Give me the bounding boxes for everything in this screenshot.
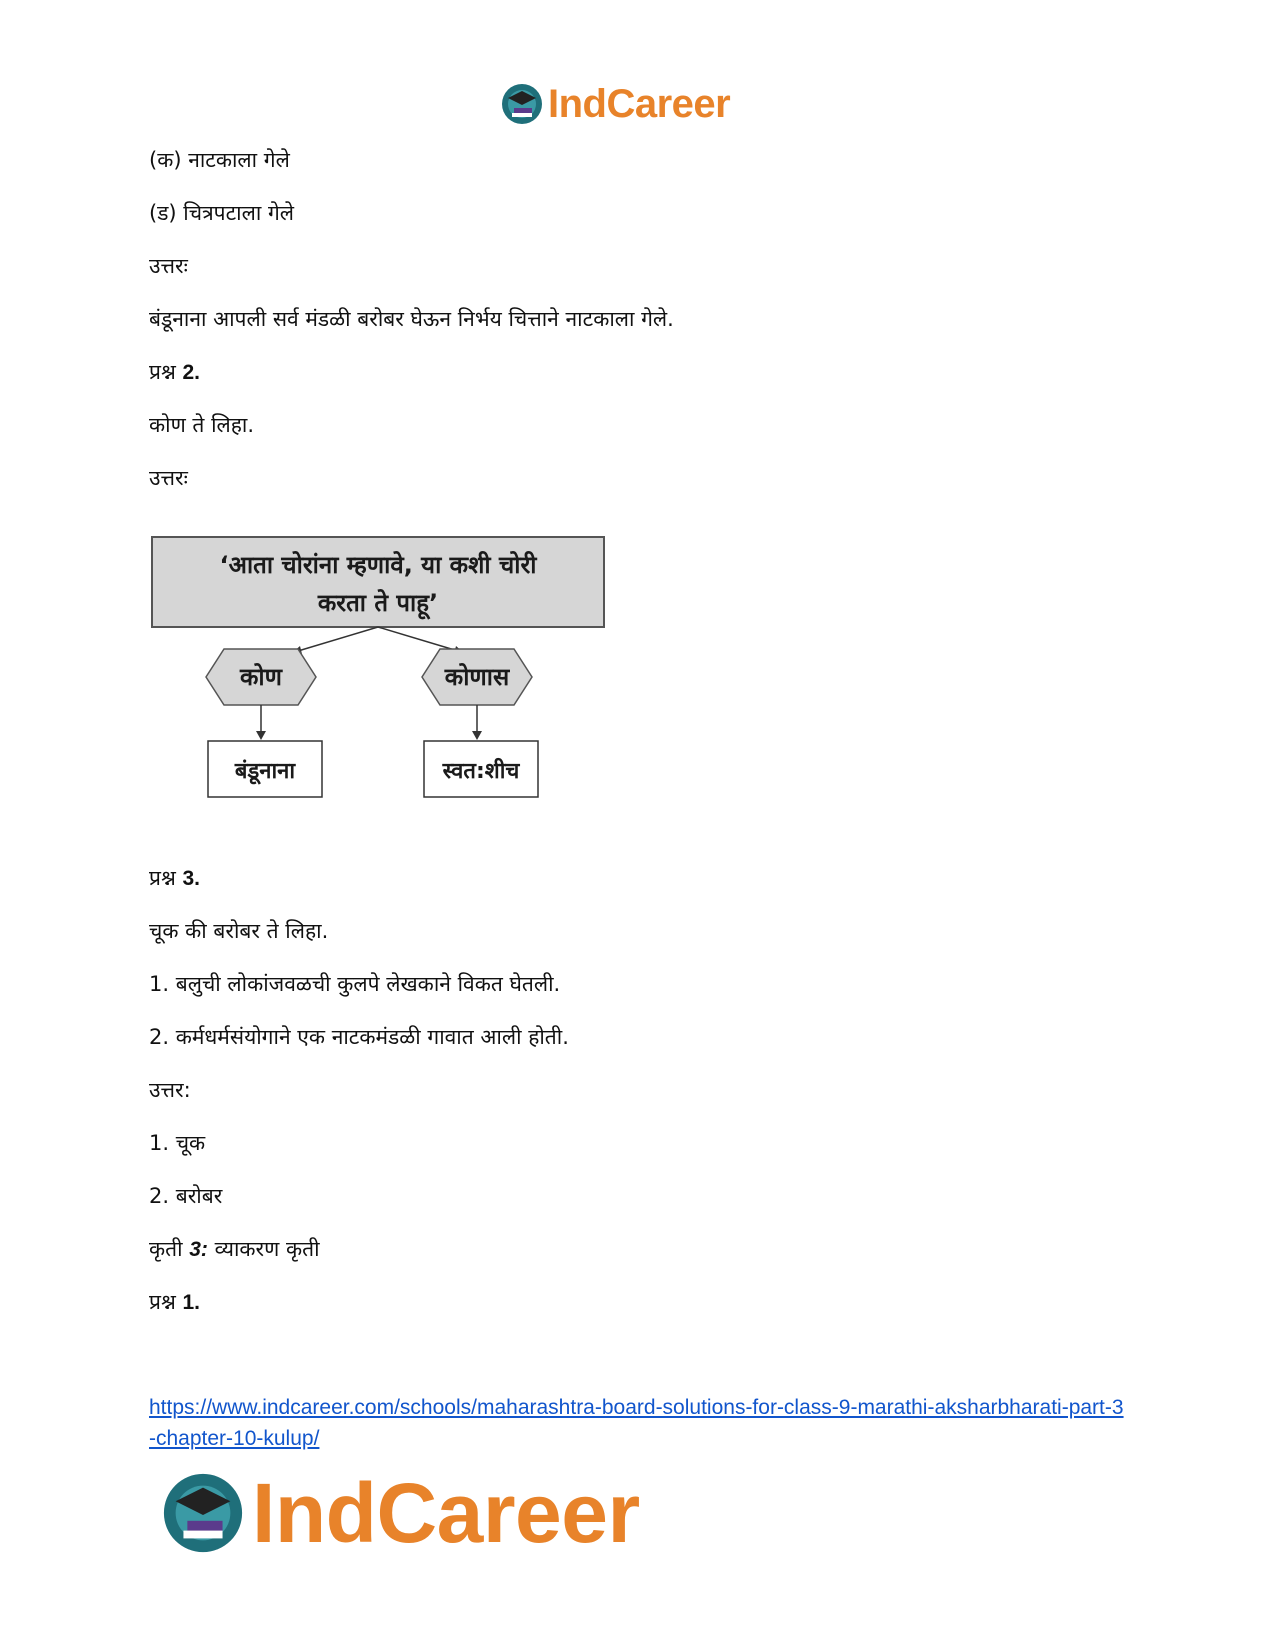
- answer-label: उत्तर:: [149, 1078, 191, 1102]
- question-3-prefix: प्रश्न: [149, 866, 176, 890]
- question-3-number: 3.: [182, 867, 200, 890]
- question-2-number: 2.: [182, 361, 200, 384]
- logo-top: [500, 80, 730, 128]
- arrow-right: [378, 627, 458, 651]
- activity-3-prefix: कृती: [149, 1237, 183, 1261]
- question-1-prefix: प्रश्न: [149, 1290, 176, 1314]
- arrowhead-down-right: [472, 731, 482, 740]
- question-2-text: कोण ते लिहा.: [149, 413, 255, 437]
- option-da: (ड) चित्रपटाला गेले: [149, 201, 295, 225]
- activity-3-heading: [149, 1235, 320, 1264]
- arrow-left: [298, 627, 378, 651]
- answer-text: बंडूनाना आपली सर्व मंडळी बरोबर घेऊन निर्भय चित्ताने नाटकाला गेले.: [149, 307, 674, 331]
- activity-3-title: व्याकरण कृती: [214, 1237, 320, 1261]
- hexagon-konas-label: कोणास: [444, 663, 510, 691]
- answer-diagram: [150, 535, 610, 835]
- question-1-number: 1.: [182, 1291, 200, 1314]
- question-3-text: चूक की बरोबर ते लिहा.: [149, 919, 329, 943]
- logo-wordmark: IndCareer: [252, 1465, 640, 1560]
- quote-line-2: करता ते पाहू’: [317, 589, 439, 617]
- logo-wordmark: IndCareer: [548, 81, 731, 126]
- box-swatahshich-label: स्वत:शीच: [442, 759, 520, 784]
- graduation-cap-icon: [500, 82, 544, 126]
- answer-1: 1. चूक: [149, 1131, 206, 1155]
- source-url-link[interactable]: https://www.indcareer.com/schools/maharashtra-board-solutions-for-class-9-marathi-aksharbharati-part-3-chapter-10-kulup/: [149, 1396, 1124, 1450]
- hexagon-kon-label: कोण: [240, 663, 282, 691]
- quote-line-1: ‘आता चोरांना म्हणावे, या कशी चोरी: [219, 551, 537, 579]
- option-ka: (क) नाटकाला गेले: [149, 148, 290, 172]
- graduation-cap-icon: [160, 1470, 246, 1556]
- logo-bottom: [160, 1465, 640, 1561]
- activity-3-number: 3:: [189, 1238, 208, 1261]
- answer-2: 2. बरोबर: [149, 1184, 223, 1208]
- question-3-heading: [149, 864, 200, 893]
- statement-1: 1. बलुची लोकांजवळची कुलपे लेखकाने विकत घेतली.: [149, 972, 561, 996]
- arrowhead-down-left: [256, 731, 266, 740]
- answer-label: उत्तरः: [149, 466, 188, 490]
- box-bandunana-label: बंडूनाना: [234, 759, 296, 784]
- question-2-heading: [149, 358, 200, 387]
- question-1-heading: [149, 1288, 200, 1317]
- answer-label: उत्तरः: [149, 254, 188, 278]
- question-2-prefix: प्रश्न: [149, 360, 176, 384]
- statement-2: 2. कर्मधर्मसंयोगाने एक नाटकमंडळी गावात आली होती.: [149, 1025, 569, 1049]
